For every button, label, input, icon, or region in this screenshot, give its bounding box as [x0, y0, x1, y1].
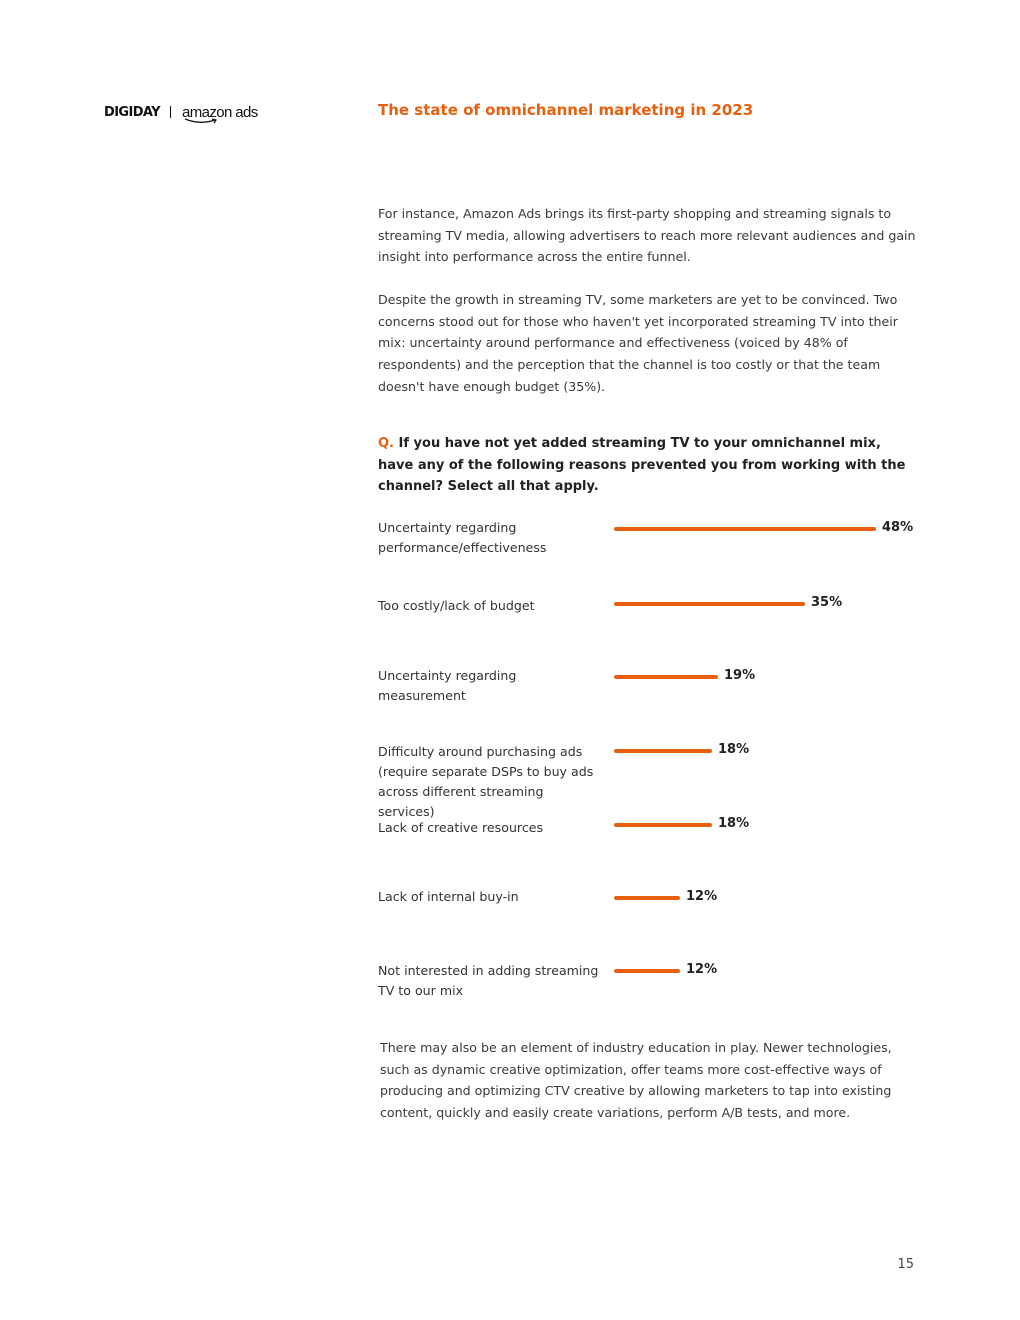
question-prefix: Q. [378, 436, 394, 451]
bar-value-label: 35% [811, 595, 843, 610]
bar [614, 675, 718, 679]
bar-label: Not interested in adding streaming TV to our mix [378, 963, 599, 998]
bar-value-label: 18% [718, 742, 750, 757]
amazon-ads-logo [182, 104, 258, 121]
question-text: If you have not yet added streaming TV to your omnichannel mix, have any of the following reasons prevented you from working with the channel? Select all that apply. [378, 436, 906, 495]
header-logos [104, 101, 258, 123]
logo-divider [170, 106, 171, 118]
bar [614, 823, 712, 827]
context-paragraph: Despite the growth in streaming TV, some marketers are yet to be convinced. Two concerns stood out for those who haven't yet incorporated streaming TV into their mix: uncertainty around performance and effectiveness (voiced by 48% of respondents) and the perception that the channel is too costly or that the team doesn't have enough budget (35%). [378, 292, 898, 394]
bar [614, 969, 680, 973]
amazon-ads-logo-text: amazon ads [181, 103, 258, 121]
bar-value-label: 12% [686, 889, 718, 904]
bar-value-label: 19% [724, 668, 756, 683]
amazon-smile-icon [184, 118, 220, 125]
bar [614, 749, 712, 753]
bar-value-label: 12% [686, 962, 718, 977]
survey-question [378, 433, 918, 498]
bar [614, 602, 805, 606]
bar [614, 896, 680, 900]
bar-label: Too costly/lack of budget [378, 598, 535, 613]
digiday-logo: DIGIDAY [104, 104, 160, 120]
bar [614, 527, 876, 531]
bar-label: Uncertainty regarding measurement [378, 668, 517, 703]
bar-value-label: 18% [718, 816, 750, 831]
page-number: 15 [897, 1257, 914, 1272]
bar-label: Uncertainty regarding performance/effectiveness [378, 520, 547, 555]
closing-paragraph: There may also be an element of industry education in play. Newer technologies, such as dynamic creative optimization, offer teams more cost-effective ways of producing and optimizing CTV creative by allowing marketers to tap into existing content, quickly and easily create variations, perform A/B tests, and more. [380, 1040, 892, 1121]
bar-label: Difficulty around purchasing ads (require separate DSPs to buy ads across different streaming services) [378, 744, 594, 819]
reasons-bar-chart [378, 510, 938, 1010]
page-title: The state of omnichannel marketing in 2023 [378, 101, 754, 119]
bar-value-label: 48% [882, 520, 914, 535]
bar-label: Lack of internal buy-in [378, 889, 519, 904]
bar-label: Lack of creative resources [378, 820, 544, 835]
intro-paragraph: For instance, Amazon Ads brings its first-party shopping and streaming signals to streaming TV media, allowing advertisers to reach more relevant audiences and gain insight into performance across the entire funnel. [378, 206, 916, 265]
